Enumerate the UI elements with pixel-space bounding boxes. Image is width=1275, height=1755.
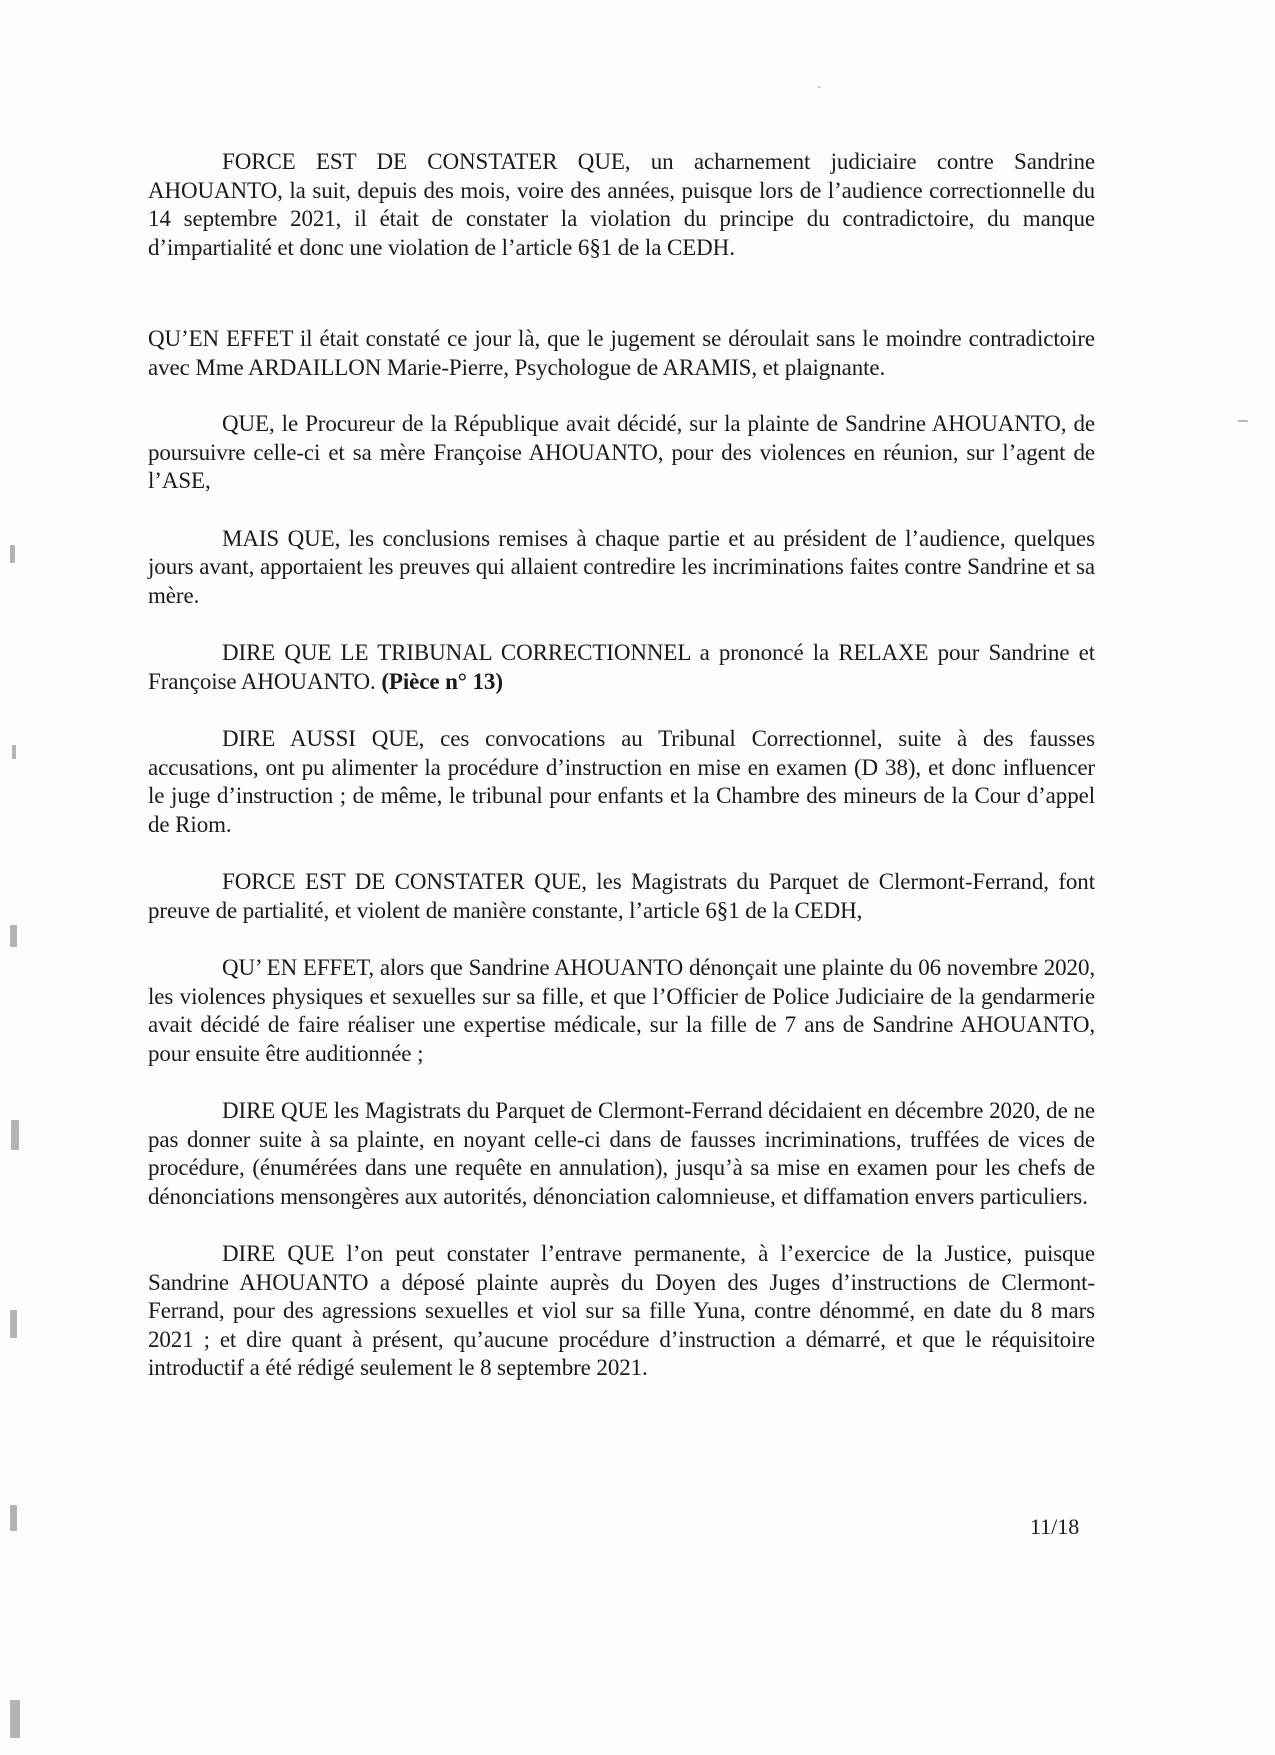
scan-artifact (1238, 420, 1248, 422)
scan-artifact (10, 1505, 17, 1531)
paragraph-9: DIRE QUE les Magistrats du Parquet de Clermont-Ferrand décidaient en décembre 2020, de ne pas donner suite à sa plainte, en noyant celle-ci dans de fausses incriminations, truffées de vices de procédure, (énumérées dans une requête en annulation), jusqu’à sa mise en examen pour les chefs de dénonciations mensongères aux autorités, dénonciation calomnieuse, et diffamation envers particuliers. (148, 1098, 1095, 1209)
paragraph-10: DIRE QUE l’on peut constater l’entrave permanente, à l’exercice de la Justice, puisque Sandrine AHOUANTO a déposé plainte auprès du Doyen des Juges d’instructions de Clermont-Ferrand, pour des agressions sexuelles et viol sur sa fille Yuna, contre dénommé, en date du 8 mars 2021 ; et dire quant à présent, qu’aucune procédure d’instruction a démarré, et que le réquisitoire introductif a été rédigé seulement le 8 septembre 2021. (148, 1241, 1095, 1380)
scan-artifact (10, 925, 17, 947)
paragraph-5 (148, 639, 1095, 696)
scan-artifact (11, 1120, 19, 1150)
paragraph-7: FORCE EST DE CONSTATER QUE, les Magistrats du Parquet de Clermont-Ferrand, font preuve de partialité, et violent de manière constante, l’article 6§1 de la CEDH, (148, 869, 1095, 923)
page-number: 11/18 (1030, 1514, 1080, 1539)
paragraph-6: DIRE AUSSI QUE, ces convocations au Tribunal Correctionnel, suite à des fausses accusations, ont pu alimenter la procédure d’instruction en mise en examen (D 38), et donc influencer le juge d’instruction ; de même, le tribunal pour enfants et la Chambre des mineurs de la Cour d’appel de Riom. (148, 726, 1095, 837)
document-body (148, 148, 1095, 1383)
paragraph-4: MAIS QUE, les conclusions remises à chaque partie et au président de l’audience, quelques jours avant, apportaient les preuves qui allaient contredire les incriminations faites contre Sandrine et sa mère. (148, 525, 1095, 608)
paragraph-2: QU’EN EFFET il était constaté ce jour là, que le jugement se déroulait sans le moindre contradictoire avec Mme ARDAILLON Marie-Pierre, Psychologue de ARAMIS, et plaignante. (148, 326, 1095, 380)
scan-artifact (10, 545, 15, 563)
exhibit-reference: (Pièce n° 13) (381, 668, 503, 694)
paragraph-8: QU’ EN EFFET, alors que Sandrine AHOUANTO dénonçait une plainte du 06 novembre 2020, les violences physiques et sexuelles sur sa fille, et que l’Officier de Police Judiciaire de la gendarmerie avait décidé de faire réaliser une expertise médicale, sur la fille de 7 ans de Sandrine AHOUANTO, pour ensuite être auditionnée ; (148, 955, 1095, 1066)
scan-artifact (12, 745, 16, 759)
scan-artifact (10, 1700, 20, 1738)
paragraph-5-text: DIRE QUE LE TRIBUNAL CORRECTIONNEL a prononcé la RELAXE pour Sandrine et Françoise AHOUANTO. (148, 640, 1095, 694)
scan-artifact (818, 86, 820, 88)
paragraph-1: FORCE EST DE CONSTATER QUE, un acharnement judiciaire contre Sandrine AHOUANTO, la suit, depuis des mois, voire des années, puisque lors de l’audience correctionnelle du 14 septembre 2021, il était de constater la violation du principe du contradictoire, du manque d’impartialité et donc une violation de l’article 6§1 de la CEDH. (148, 149, 1095, 260)
paragraph-3: QUE, le Procureur de la République avait décidé, sur la plainte de Sandrine AHOUANTO, de poursuivre celle-ci et sa mère Françoise AHOUANTO, pour des violences en réunion, sur l’agent de l’ASE, (148, 411, 1095, 493)
scan-artifact (10, 1310, 17, 1338)
